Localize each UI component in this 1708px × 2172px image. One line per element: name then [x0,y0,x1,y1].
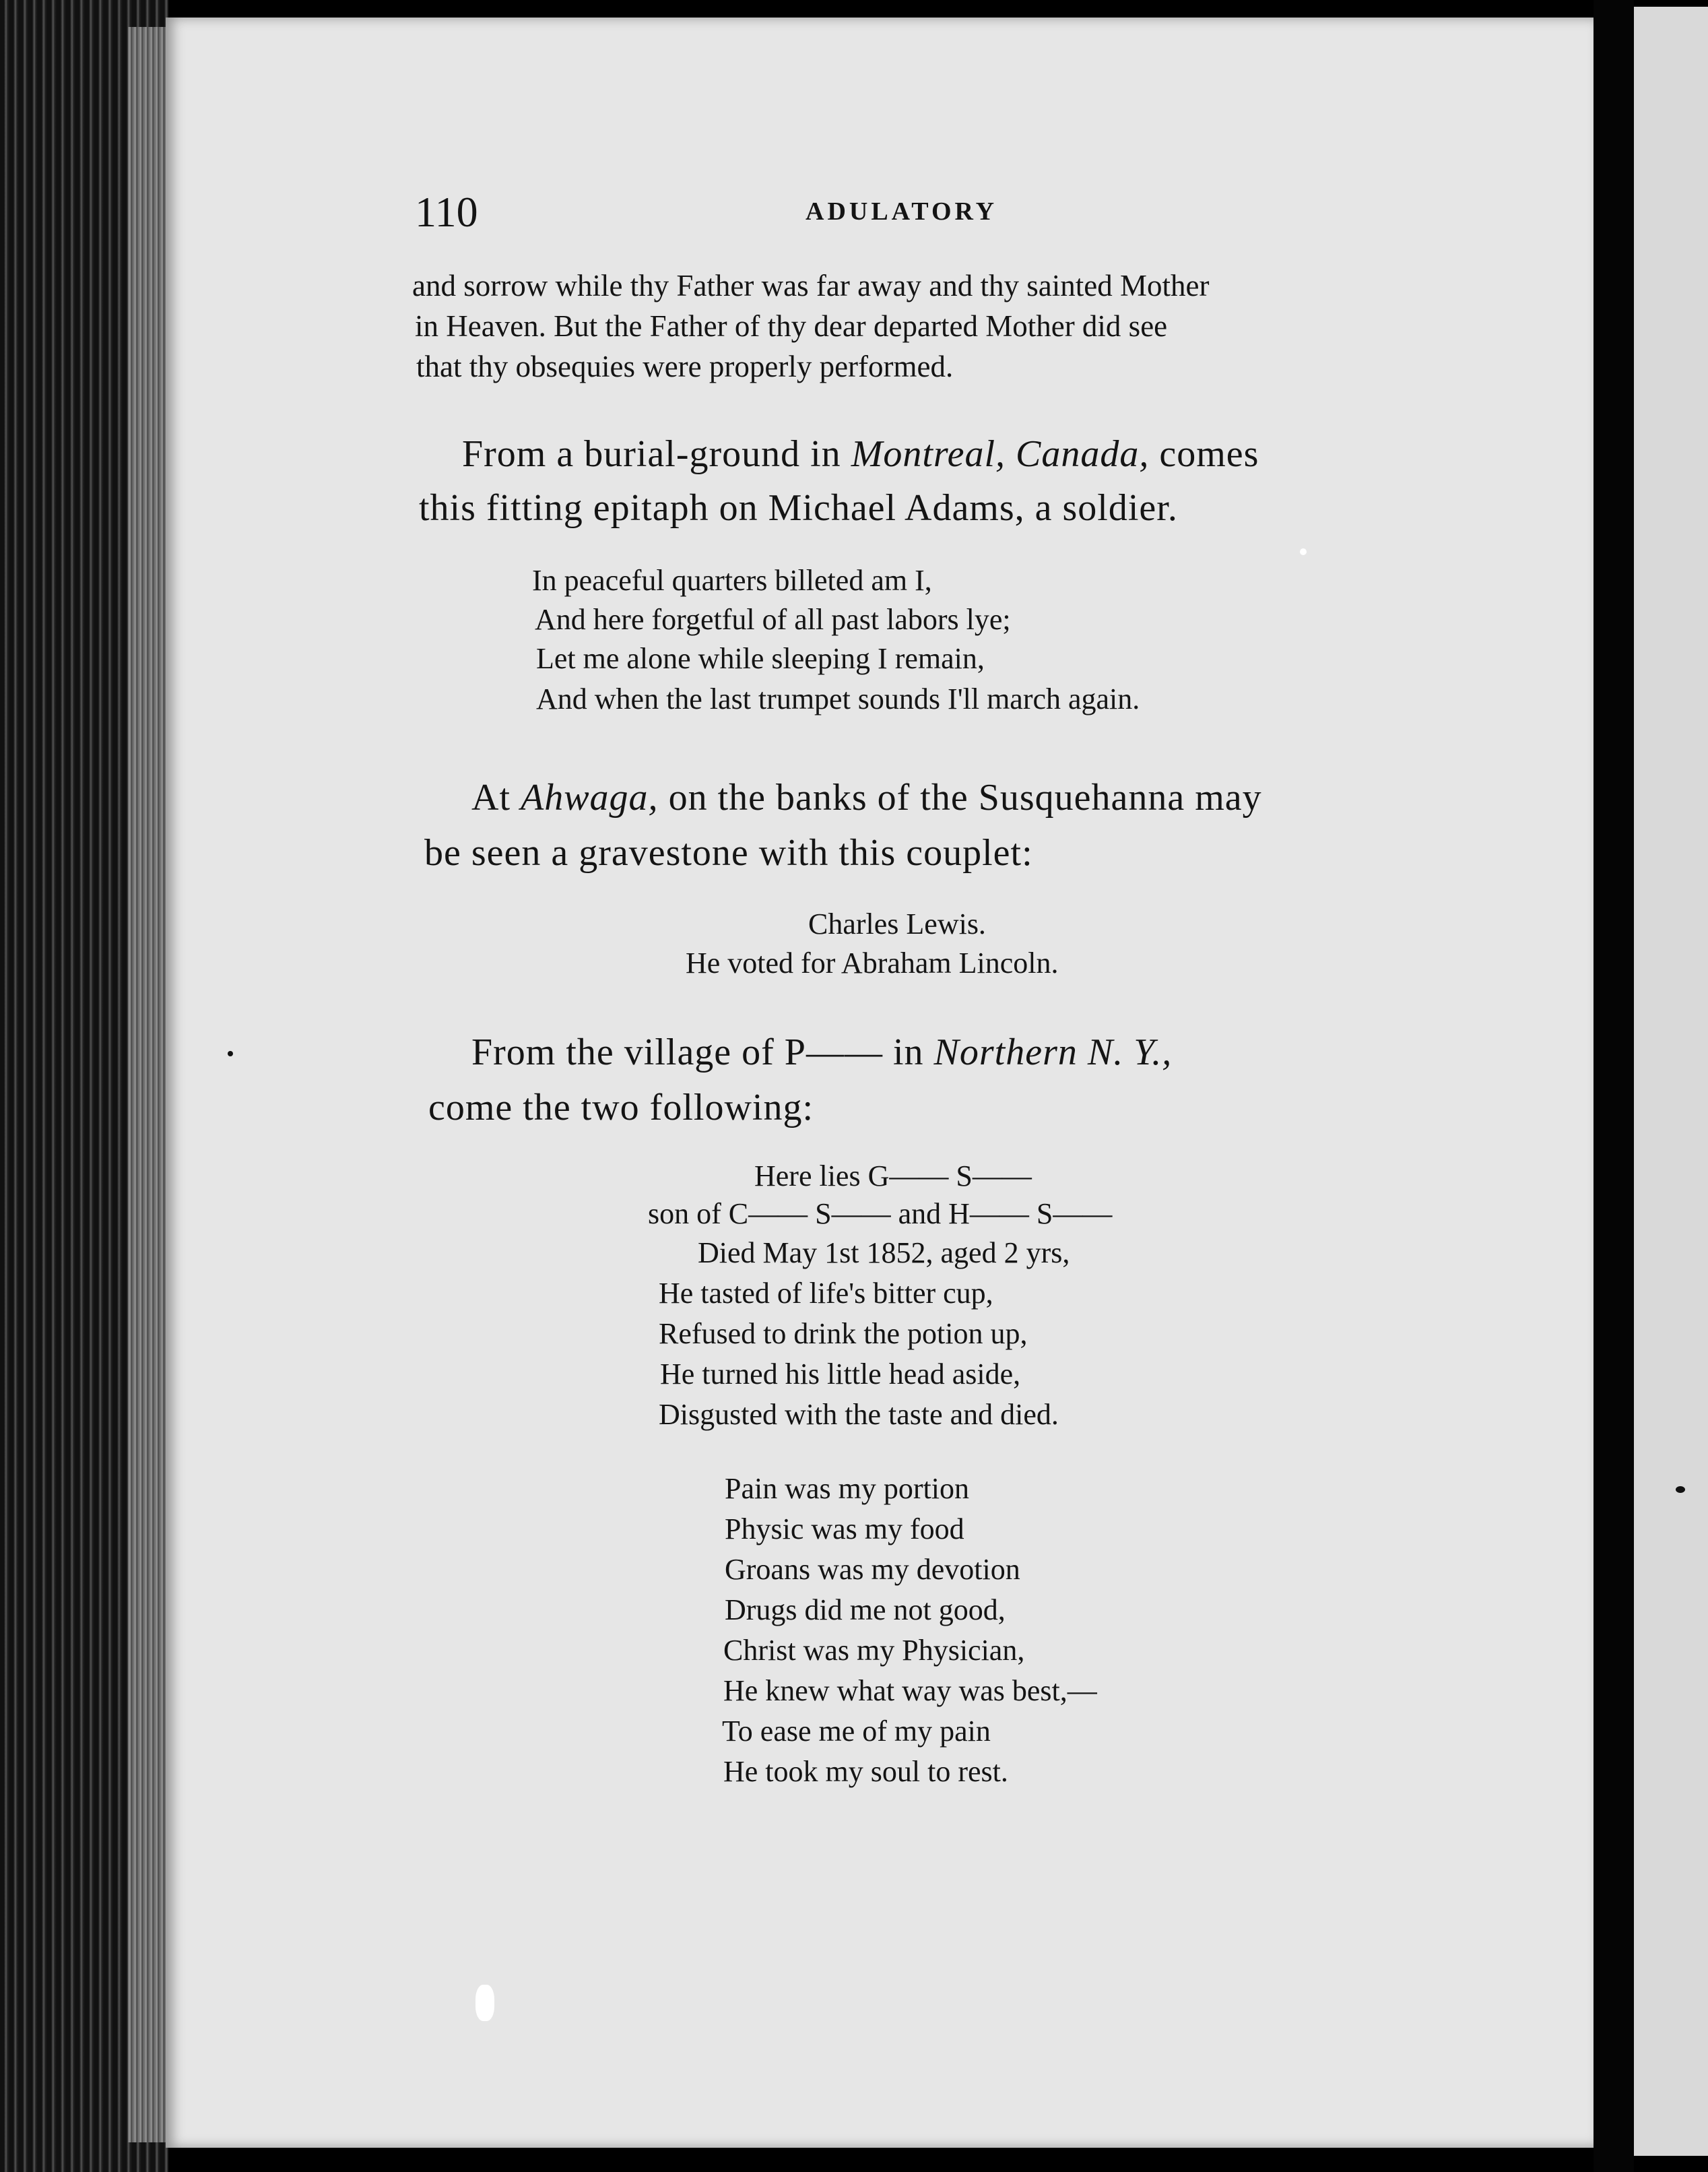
scan-speck [1300,548,1307,555]
paragraph-line [471,776,1262,819]
running-head: ADULATORY [806,197,998,226]
facing-page-edge [1634,7,1708,2156]
paragraph-line: that thy obsequies were properly performed. [416,350,954,383]
verse-line: And when the last trumpet sounds I'll march again. [536,682,1140,715]
scan-speck [228,1051,233,1056]
verse-line: He tasted of life's bitter cup, [659,1277,993,1310]
verse-line: Disgusted with the taste and died. [659,1398,1059,1431]
couplet-line: Charles Lewis. [808,907,986,940]
paragraph-line: be seen a gravestone with this couplet: [424,832,1033,874]
verse-line: And here forgetful of all past labors lye; [535,603,1011,636]
scan-speck [1676,1486,1685,1493]
page-number: 110 [415,188,478,236]
verse-line: To ease me of my pain [722,1715,991,1748]
verse-line: son of C—— S—— and H—— S—— [648,1197,1113,1230]
verse-line: Pain was my portion [725,1472,969,1505]
verse-line: Let me alone while sleeping I remain, [536,642,985,675]
book-gutter [1594,0,1634,2172]
book-page-edges-highlight [128,27,168,2142]
paragraph-text: on the banks of the Susquehanna may [658,777,1262,819]
verse-line: Died May 1st 1852, aged 2 yrs, [698,1236,1070,1269]
paragraph-line: in Heaven. But the Father of thy dear departed Mother did see [415,309,1168,343]
scan-speck [475,1985,494,2021]
verse-line: Physic was my food [725,1512,964,1545]
verse-line: He took my soul to rest. [723,1755,1008,1788]
verse-line: He turned his little head aside, [660,1358,1021,1391]
verse-line: Here lies G—— S—— [754,1159,1032,1192]
verse-line: In peaceful quarters billeted am I, [532,564,932,597]
place-name: Montreal, Canada, [851,433,1150,475]
paragraph-text: comes [1149,433,1259,475]
paragraph-text: From a burial-ground in [462,433,851,475]
verse-line: Christ was my Physician, [723,1634,1025,1667]
paragraph-line [471,1031,1172,1074]
verse-line: Drugs did me not good, [725,1593,1006,1626]
place-name: Ahwaga, [521,777,659,819]
verse-line: He knew what way was best,— [723,1674,1097,1707]
paragraph-text: At [471,777,521,819]
paragraph-line: this fitting epitaph on Michael Adams, a soldier. [419,487,1178,529]
place-name: Northern N. Y., [933,1031,1173,1073]
paragraph-line: and sorrow while thy Father was far away and thy sainted Mother [412,269,1210,302]
paragraph-line [462,433,1259,476]
verse-line: Refused to drink the potion up, [659,1317,1028,1350]
paragraph-text: From the village of P—— in [471,1031,934,1073]
paragraph-line: come the two following: [428,1087,814,1128]
verse-line: Groans was my devotion [725,1553,1020,1586]
couplet-line: He voted for Abraham Lincoln. [686,947,1059,980]
